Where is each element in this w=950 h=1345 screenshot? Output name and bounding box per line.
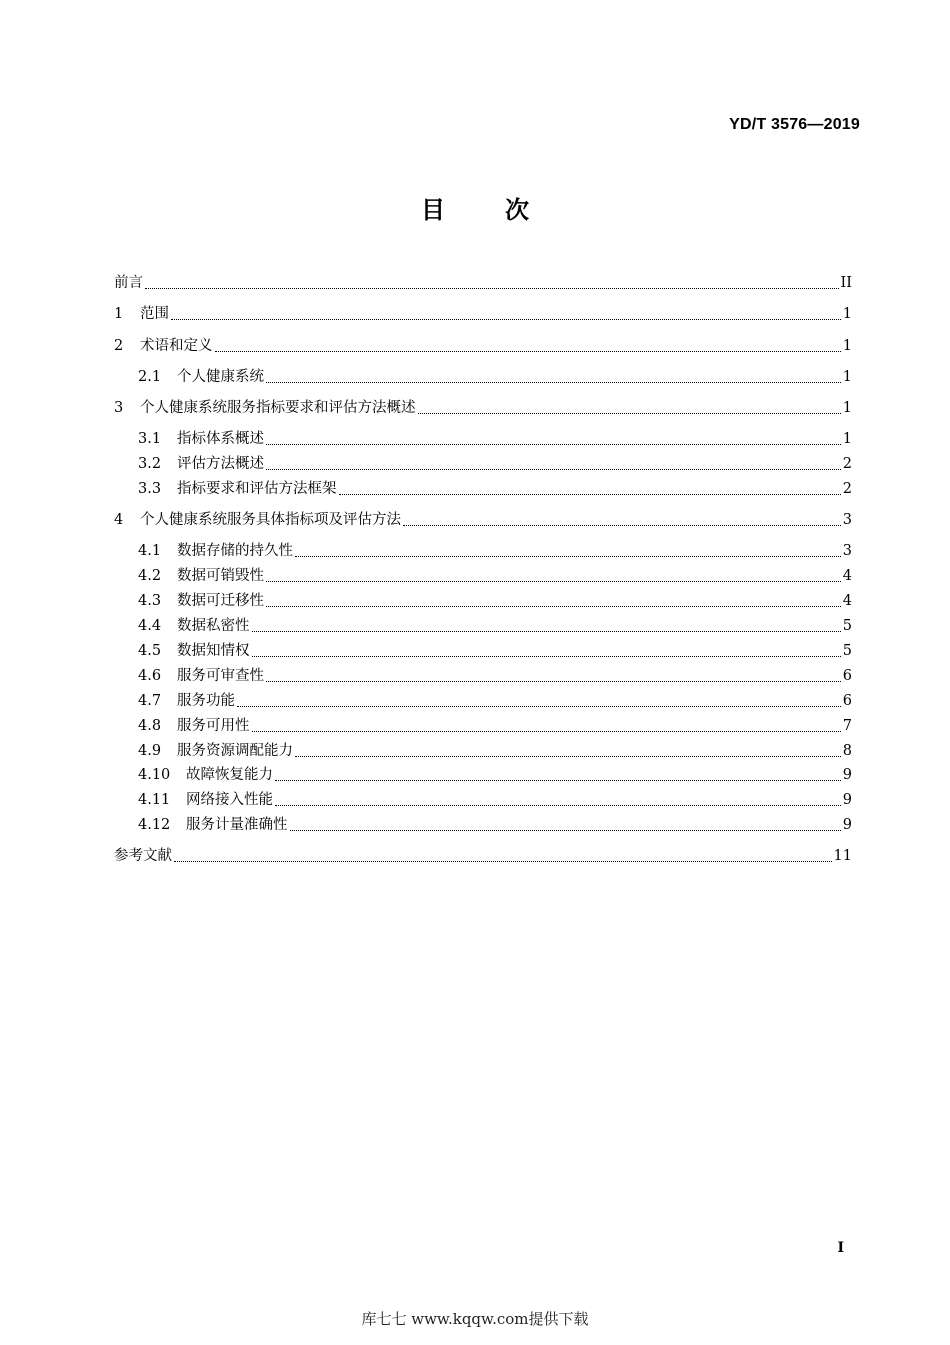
toc-page: 3 (842, 512, 852, 528)
toc-label: 指标体系概述 (177, 431, 264, 447)
dot-leader (403, 525, 841, 526)
toc-label: 数据知情权 (177, 643, 250, 659)
dot-leader (237, 706, 841, 707)
toc-page: 6 (842, 693, 852, 709)
toc-label: 参考文献 (114, 848, 172, 864)
toc-label: 指标要求和评估方法框架 (177, 481, 337, 497)
toc-entry-2-1[interactable] (138, 366, 852, 388)
toc-number: 4.8 (138, 718, 162, 734)
title-part-1: 目 (421, 196, 445, 224)
toc-entry-3-3[interactable] (138, 478, 852, 500)
dot-leader (266, 606, 841, 607)
toc-page: 1 (842, 338, 852, 354)
dot-leader (266, 469, 841, 470)
toc-label: 范围 (140, 306, 169, 322)
toc-page: 9 (842, 767, 852, 783)
toc-number: 2.1 (138, 369, 162, 385)
toc-label: 服务功能 (177, 693, 235, 709)
dot-leader (252, 731, 841, 732)
toc-page: 1 (842, 431, 852, 447)
toc-page: 3 (842, 543, 852, 559)
toc-label: 故障恢复能力 (186, 767, 273, 783)
dot-leader (295, 556, 841, 557)
dot-leader (339, 494, 841, 495)
dot-leader (252, 631, 841, 632)
toc-label: 术语和定义 (140, 338, 213, 354)
dot-leader (266, 581, 841, 582)
toc-entry-references[interactable] (114, 845, 852, 867)
toc-label: 个人健康系统服务指标要求和评估方法概述 (140, 400, 416, 416)
toc-number: 4.2 (138, 568, 162, 584)
page-number: I (837, 1240, 844, 1256)
toc-label: 数据可销毁性 (177, 568, 264, 584)
toc-page: 4 (842, 593, 852, 609)
dot-leader (418, 413, 841, 414)
toc-number: 4.1 (138, 543, 162, 559)
toc-entry-4[interactable] (114, 509, 852, 531)
toc-page: 1 (842, 306, 852, 322)
dot-leader (215, 351, 841, 352)
dot-leader (174, 861, 832, 862)
dot-leader (266, 382, 841, 383)
dot-leader (275, 805, 841, 806)
toc-page: 2 (842, 481, 852, 497)
toc-page: 6 (842, 668, 852, 684)
toc-number: 4.7 (138, 693, 162, 709)
toc-label: 数据私密性 (177, 618, 250, 634)
toc-number: 4.9 (138, 743, 162, 759)
toc-entry-4-5[interactable] (138, 640, 852, 662)
toc-number: 4.6 (138, 668, 162, 684)
toc-entry-3-2[interactable] (138, 453, 852, 475)
toc-page: II (840, 275, 852, 291)
toc-entry-4-2[interactable] (138, 565, 852, 587)
dot-leader (171, 319, 841, 320)
toc-label: 前言 (114, 275, 143, 291)
toc-number: 3.2 (138, 456, 162, 472)
toc-number: 4.11 (138, 792, 171, 808)
toc-number: 1 (114, 306, 124, 322)
dot-leader (145, 288, 839, 289)
toc-number: 4 (114, 512, 124, 528)
title-part-2: 次 (505, 196, 529, 224)
dot-leader (266, 444, 841, 445)
toc-label: 服务可审查性 (177, 668, 264, 684)
dot-leader (295, 756, 841, 757)
toc-label: 数据存储的持久性 (177, 543, 293, 559)
toc-entry-foreword[interactable] (114, 272, 852, 294)
toc-number: 4.3 (138, 593, 162, 609)
toc-entry-4-7[interactable] (138, 690, 852, 712)
toc-entry-3[interactable] (114, 397, 852, 419)
toc-page: 11 (833, 848, 852, 864)
toc-label: 评估方法概述 (177, 456, 264, 472)
toc-label: 网络接入性能 (186, 792, 273, 808)
dot-leader (290, 830, 841, 831)
toc-number: 4.12 (138, 817, 171, 833)
toc-entry-4-11[interactable] (138, 789, 852, 811)
toc-number: 3.3 (138, 481, 162, 497)
toc-number: 2 (114, 338, 124, 354)
toc-label: 服务资源调配能力 (177, 743, 293, 759)
page-title (0, 190, 950, 225)
toc-page: 5 (842, 643, 852, 659)
toc-page: 1 (842, 400, 852, 416)
toc-page: 9 (842, 817, 852, 833)
toc-page: 5 (842, 618, 852, 634)
toc-entry-1[interactable] (114, 303, 852, 325)
download-footer: 库七七 www.kqqw.com提供下载 (361, 1310, 589, 1328)
toc-page: 8 (842, 743, 852, 759)
toc-entry-4-10[interactable] (138, 764, 852, 786)
toc-entry-2[interactable] (114, 335, 852, 357)
dot-leader (252, 656, 841, 657)
toc-page: 4 (842, 568, 852, 584)
toc-entry-4-6[interactable] (138, 665, 852, 687)
toc-entry-3-1[interactable] (138, 428, 852, 450)
toc-entry-4-4[interactable] (138, 615, 852, 637)
toc-page: 2 (842, 456, 852, 472)
dot-leader (266, 681, 841, 682)
toc-page: 7 (842, 718, 852, 734)
toc-label: 个人健康系统服务具体指标项及评估方法 (140, 512, 401, 528)
toc-number: 3 (114, 400, 124, 416)
toc-entry-4-3[interactable] (138, 590, 852, 612)
document-code: YD/T 3576—2019 (729, 116, 860, 133)
toc-label: 个人健康系统 (177, 369, 264, 385)
toc-number: 3.1 (138, 431, 162, 447)
toc-label: 数据可迁移性 (177, 593, 264, 609)
toc-entry-4-8[interactable] (138, 715, 852, 737)
toc-page: 9 (842, 792, 852, 808)
toc-number: 4.4 (138, 618, 162, 634)
toc-number: 4.10 (138, 767, 171, 783)
toc-label: 服务计量准确性 (186, 817, 288, 833)
toc-entry-4-1[interactable] (138, 540, 852, 562)
toc-entry-4-12[interactable] (138, 814, 852, 836)
toc-page: 1 (842, 369, 852, 385)
toc-entry-4-9[interactable] (138, 740, 852, 762)
toc-label: 服务可用性 (177, 718, 250, 734)
dot-leader (275, 780, 841, 781)
toc-number: 4.5 (138, 643, 162, 659)
